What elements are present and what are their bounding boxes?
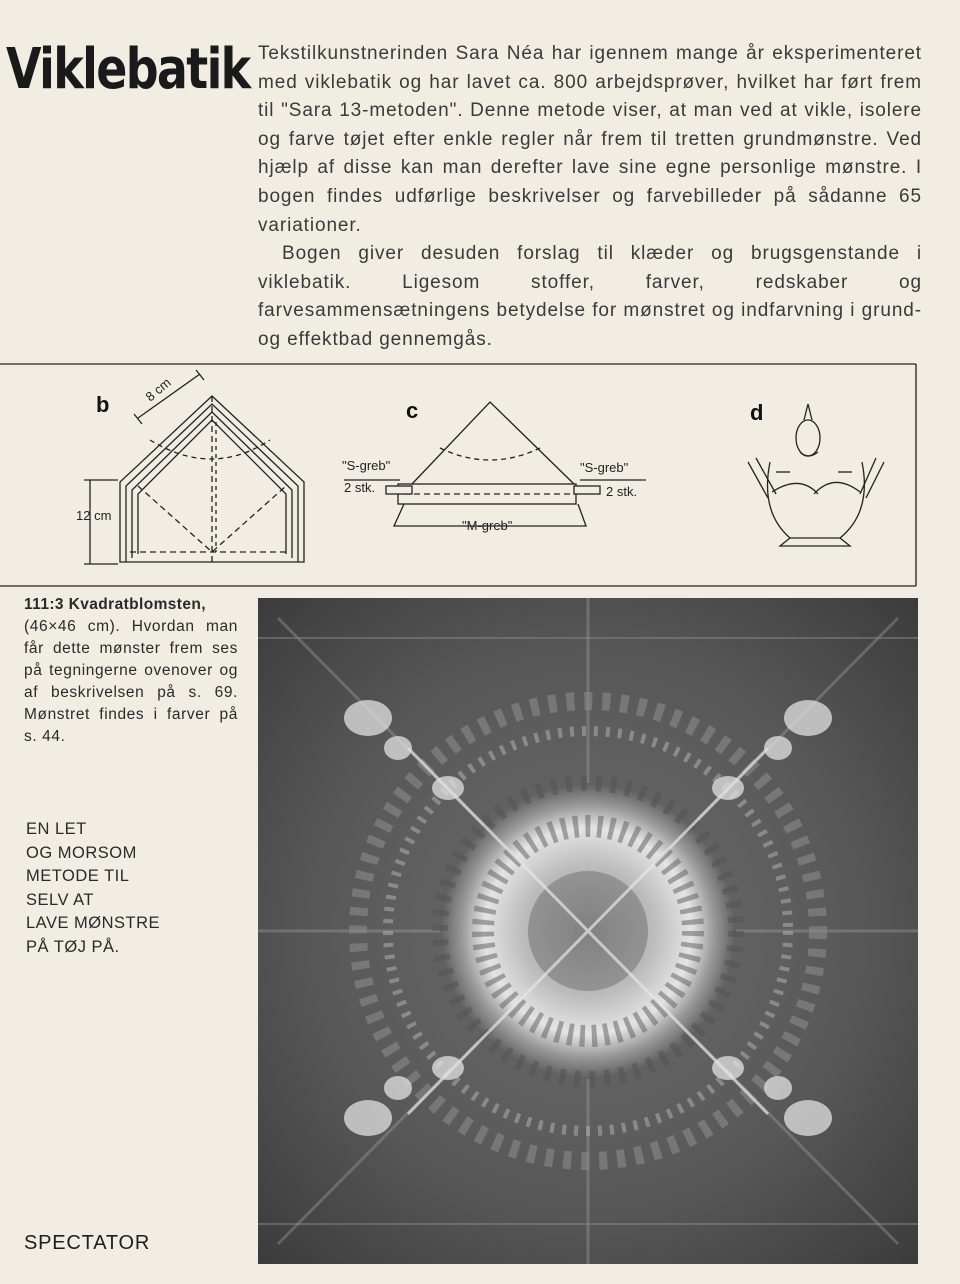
panel-b-label: b [96, 392, 110, 417]
panel-c-label: c [406, 398, 419, 423]
panel-d-label: d [750, 400, 764, 425]
panel-c-right-count: 2 stk. [606, 484, 638, 499]
panel-b-dimension-side: 12 cm [76, 508, 112, 523]
caption-title: 111:3 Kvadratblomsten, [24, 596, 206, 613]
panel-b-dimension-top: 8 cm [142, 374, 174, 405]
tagline: EN LET OG MORSOM METODE TIL SELV AT LAVE MØNSTRE PÅ TØJ PÅ. [26, 820, 161, 956]
publisher-name: SPECTATOR [24, 1232, 151, 1254]
diagram-drawing [0, 362, 918, 588]
panel-c-left-grip: "S-greb" [342, 458, 391, 473]
article-title: Viklebatik [6, 37, 250, 102]
panel-c-right-grip: "S-greb" [580, 460, 629, 475]
photo-caption [24, 594, 238, 748]
folding-diagram [0, 362, 918, 588]
intro-paragraph-1: Tekstilkunstnerinden Sara Néa har igennem mange år eksperimenteret med viklebatik og har lavet ca. 800 arbejdsprøver, hvilket har ført frem til "Sara 13-metoden". Denne metode viser, at man ved at vikle, isolere og farve tøjet efter enkle regler når frem til tretten grundmønstre. Ved hjælp af disse kan man derefter lave sine egne personlige mønstre. I bogen findes udførlige beskrivelser og farvebilleder på sådanne 65 variationer. [258, 43, 922, 236]
panel-c-bottom-grip: "M-greb" [462, 518, 513, 533]
intro-paragraph-2: Bogen giver desuden forslag til klæder og brugsgenstande i viklebatik. Ligesom stoffer, farver, redskaber og farvesammensætningens betydelse for mønstret og indfarvning i grund- og effektbad gennemgås. [258, 243, 922, 350]
tie-dye-photo [258, 598, 918, 1264]
intro-text [258, 40, 922, 355]
tie-dye-image [258, 598, 918, 1264]
panel-c-left-count: 2 stk. [344, 480, 376, 495]
caption-body: (46×46 cm). Hvordan man får dette mønster frem ses på tegningerne ovenover og af beskrivelsen på s. 69. Mønstret findes i farver på s. 44. [24, 618, 238, 745]
